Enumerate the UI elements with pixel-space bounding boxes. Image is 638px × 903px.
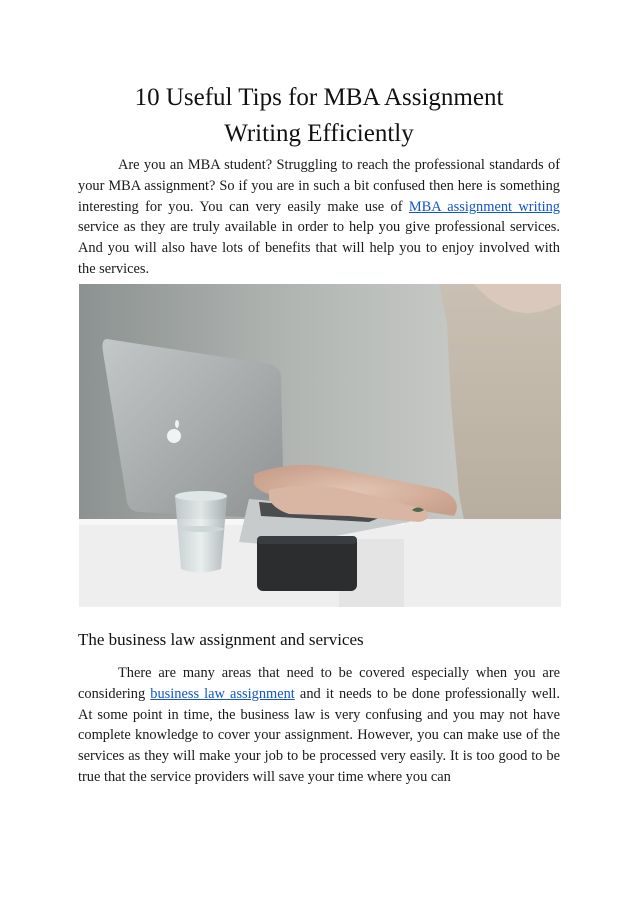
page-title xyxy=(78,80,560,152)
mba-assignment-writing-link[interactable]: MBA assignment writing xyxy=(408,198,560,215)
business-law-assignment-link[interactable]: business law assignment xyxy=(150,685,295,702)
intro-text-before: Are you an MBA student? Struggling to reach the professional standards of your MBA assignment? So if you are in such a bit confused then here is something interesting for you. You can very easily make use of xyxy=(78,157,560,215)
section-text-after: and it needs to be done professionally well. At some point in time, the business law is very confusing and you may not have complete knowledge to cover your assignment. However, you can make use of the services as they will make your job to be processed very easily. It is too good to be true that the service providers will save your time where you can xyxy=(78,685,560,785)
intro-paragraph xyxy=(78,155,560,280)
section-paragraph xyxy=(78,663,560,788)
section-text-before: There are many areas that need to be covered especially when you are considering xyxy=(78,665,560,702)
title-line-2: Writing Efficiently xyxy=(224,120,414,147)
intro-text-after: service as they are truly available in order to help you give professional services. And you will also have lots of benefits that will help you to enjoy involved with the services. xyxy=(78,219,560,277)
title-line-1: 10 Useful Tips for MBA Assignment xyxy=(134,84,504,111)
section-heading: The business law assignment and services xyxy=(78,630,364,649)
laptop-photo xyxy=(79,284,561,607)
